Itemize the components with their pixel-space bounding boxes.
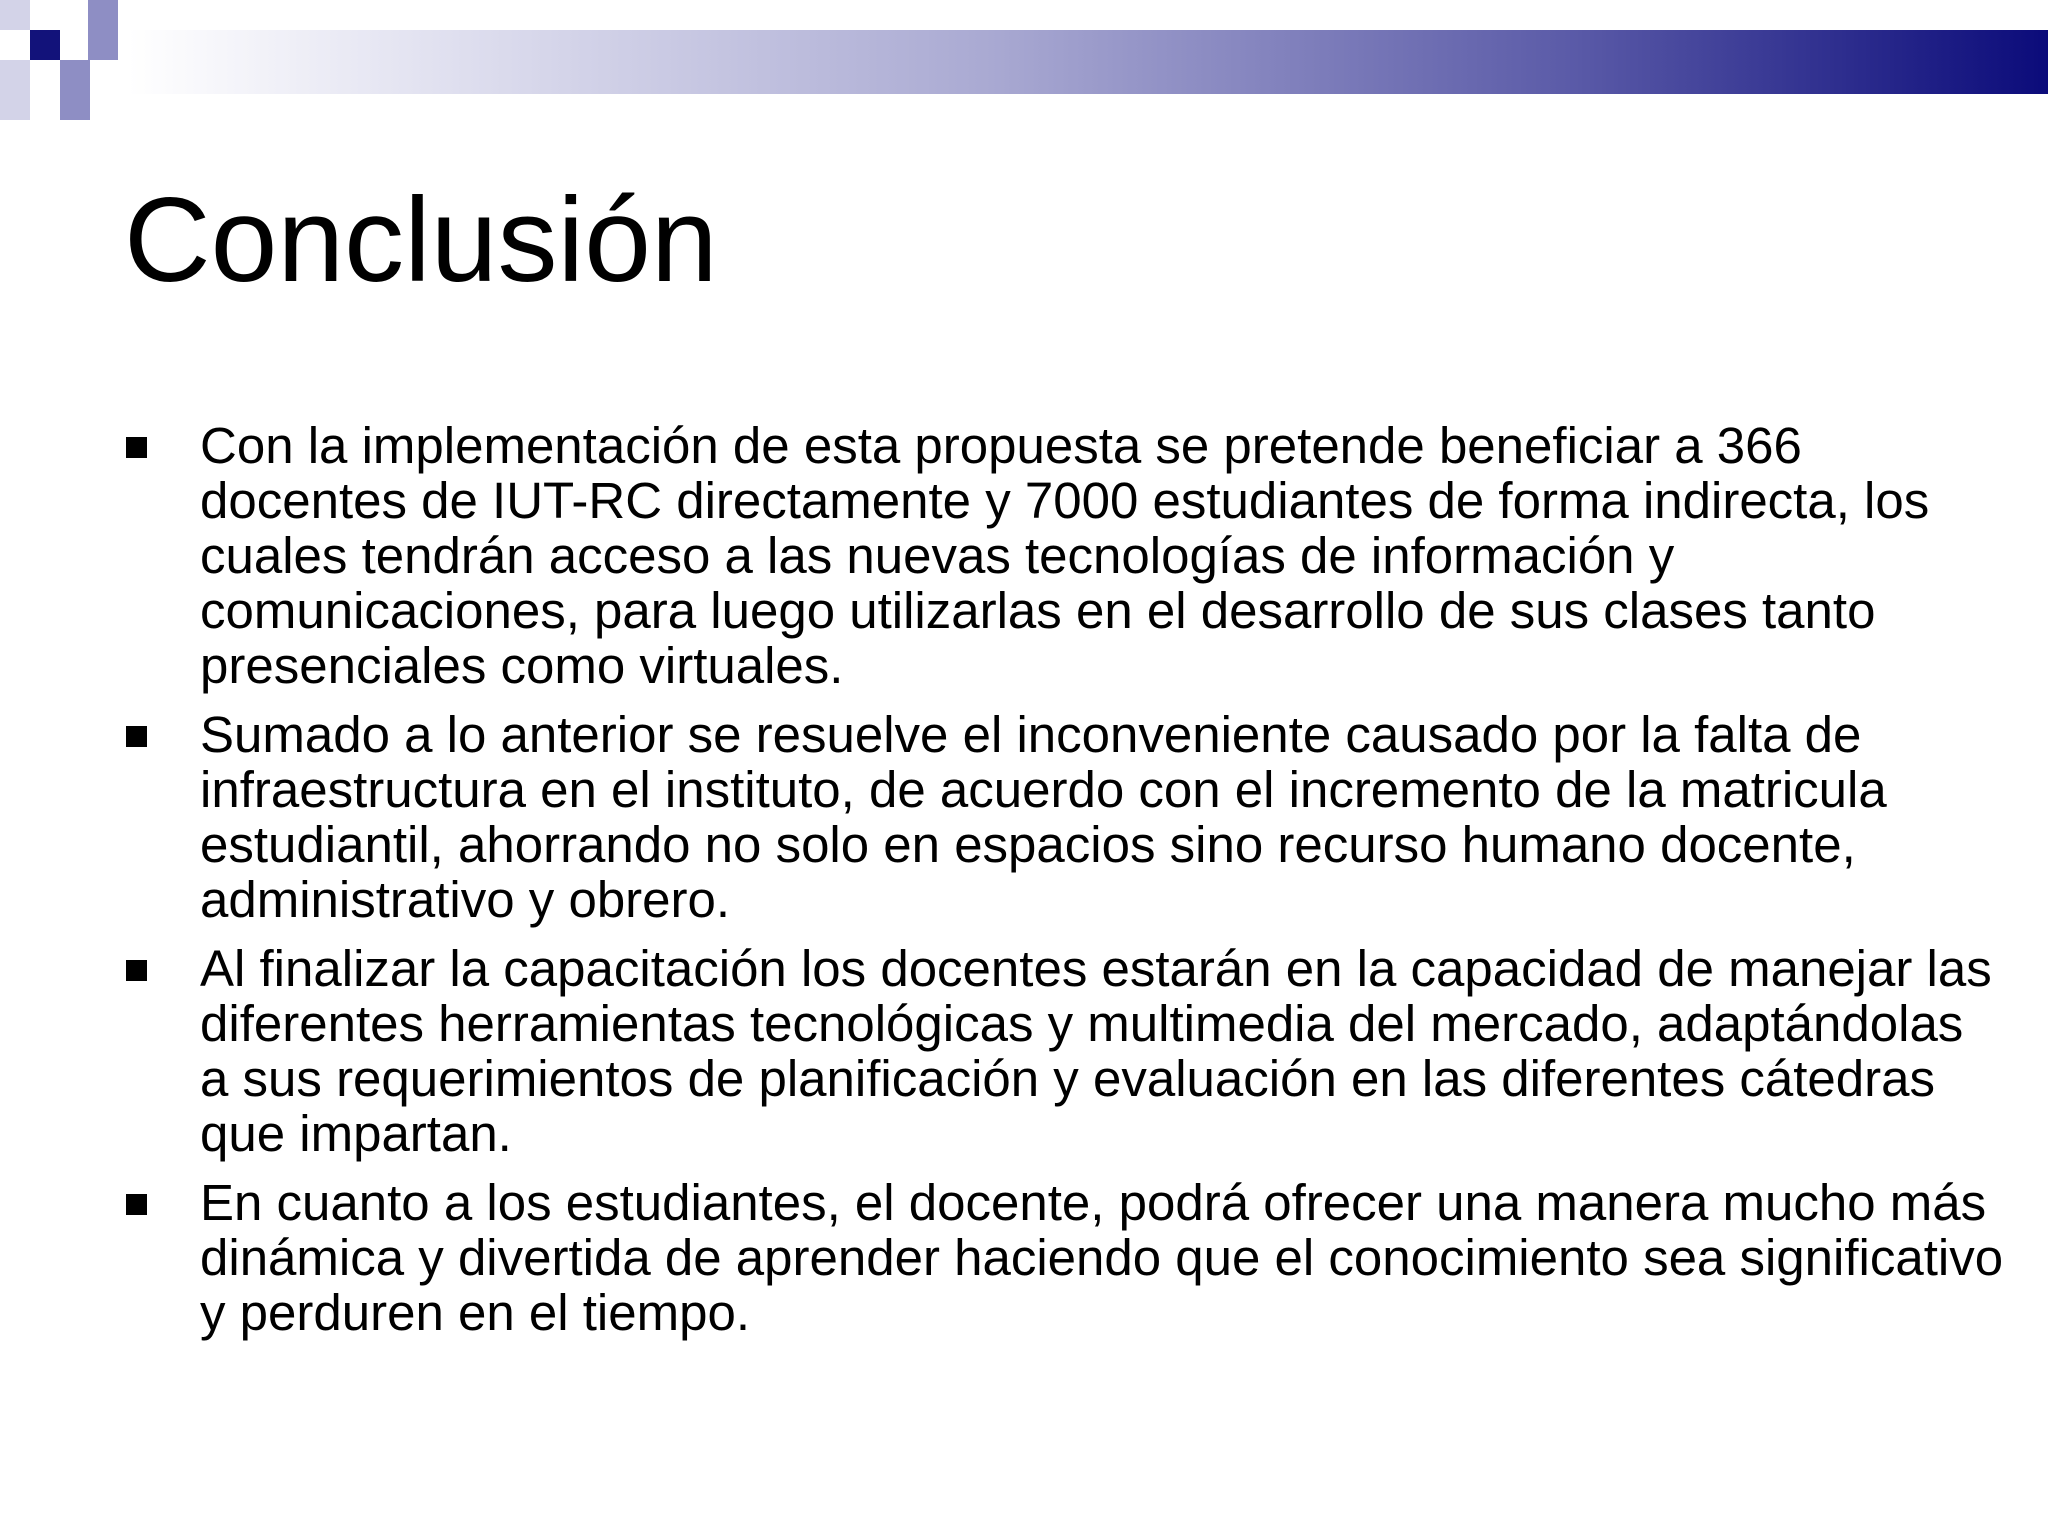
slide-title: Conclusión	[124, 173, 718, 307]
decorative-square-light	[0, 0, 30, 30]
decorative-square-dark	[30, 30, 60, 60]
bullet-list	[124, 418, 2004, 1354]
bullet-item	[124, 1175, 2004, 1340]
decorative-square-mid	[88, 30, 118, 60]
bullet-text: Con la implementación de esta propuesta se pretende beneficiar a 366 docentes de IUT-RC directamente y 7000 estudiantes de forma indirecta, los cuales tendrán acceso a las nuevas tecnologías de información y comunicaciones, para luego utilizarlas en el desarrollo de sus clases tanto presenciales como virtuales.	[200, 417, 1930, 694]
bullet-text: Sumado a lo anterior se resuelve el inconveniente causado por la falta de infraestructura en el instituto, de acuerdo con el incremento de la matricula estudiantil, ahorrando no solo en espacios sino recurso humano docente, administrativo y obrero.	[200, 706, 1887, 928]
square-bullet-icon	[126, 960, 147, 981]
decorative-square-mid	[60, 60, 90, 90]
square-bullet-icon	[126, 437, 147, 458]
decorative-square-mid	[88, 0, 118, 30]
bullet-text: Al finalizar la capacitación los docentes estarán en la capacidad de manejar las diferentes herramientas tecnológicas y multimedia del mercado, adaptándolas a sus requerimientos de planificación y evaluación en las diferentes cátedras que impartan.	[200, 940, 1992, 1162]
square-bullet-icon	[126, 1194, 147, 1215]
bullet-text: En cuanto a los estudiantes, el docente, podrá ofrecer una manera mucho más dinámica y divertida de aprender haciendo que el conocimiento sea significativo y perduren en el tiempo.	[200, 1174, 2004, 1341]
header-gradient-bar	[128, 30, 2048, 94]
decorative-square-light	[0, 60, 30, 90]
bullet-item	[124, 941, 2004, 1161]
bullet-item	[124, 418, 2004, 693]
bullet-item	[124, 707, 2004, 927]
decorative-square-light	[0, 90, 30, 120]
decorative-square-mid	[60, 90, 90, 120]
square-bullet-icon	[126, 726, 147, 747]
